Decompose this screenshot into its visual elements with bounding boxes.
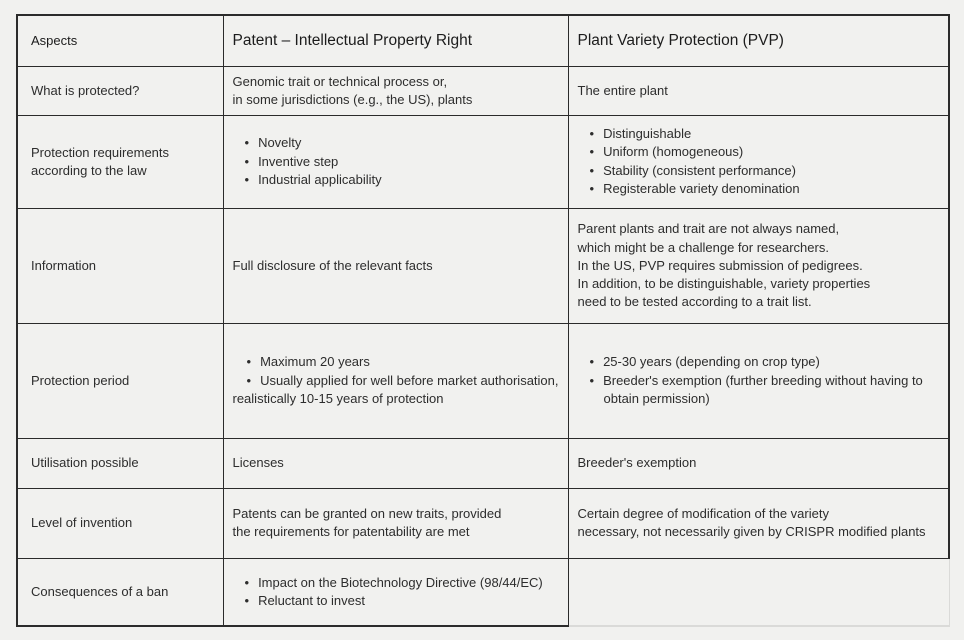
bullet-list (233, 574, 562, 611)
text-line: Parent plants and trait are not always named, (577, 221, 840, 237)
bullet-item: • Breeder's exemption (further breeding without having to obtain permission) (578, 372, 943, 409)
bullet-item: • Impact on the Biotechnology Directive (98/44/EC) (233, 574, 562, 592)
row-utilisation-possible (17, 438, 949, 488)
patent-cell (223, 488, 568, 558)
text-line: necessary, not necessarily given by CRISPR modified plants (577, 524, 926, 540)
bullet-item: • Distinguishable (578, 125, 943, 143)
aspect-label: Level of invention (31, 515, 133, 531)
bullet-item: • Stability (consistent performance) (578, 162, 943, 180)
text-line: which might be a challenge for researchers. (577, 239, 829, 255)
column-header-patent: Patent – Intellectual Property Right (223, 15, 568, 66)
aspect-cell (17, 438, 223, 488)
pvp-cell (568, 66, 949, 115)
text-line: in some jurisdictions (e.g., the US), plants (232, 91, 473, 107)
aspect-cell (17, 66, 223, 115)
aspect-cell (17, 115, 223, 208)
bullet-item: • Industrial applicability (233, 171, 562, 189)
text-line: Patents can be granted on new traits, provided (232, 506, 502, 522)
aspect-cell (17, 323, 223, 438)
bullet-list (578, 125, 943, 199)
text-line: In the US, PVP requires submission of pedigrees. (577, 257, 863, 273)
bullet-item: • 25-30 years (depending on crop type) (578, 353, 943, 371)
aspect-label: Consequences of a ban (31, 584, 169, 600)
bullet-list (233, 353, 562, 408)
bullet-item: • Novelty (233, 134, 562, 152)
patent-cell (223, 438, 568, 488)
pvp-cell (568, 438, 949, 488)
bullet-item: • Usually applied for well before market authorisation, realistically 10-15 years of protection (233, 372, 562, 409)
patent-cell (223, 558, 568, 626)
bullet-item: • Maximum 20 years (233, 353, 562, 371)
row-consequences-of-a-ban (17, 558, 949, 626)
aspect-label: Information (31, 257, 97, 273)
aspect-label: Protection period (31, 372, 130, 388)
pvp-cell (568, 323, 949, 438)
patent-cell (223, 323, 568, 438)
row-protection-period (17, 323, 949, 438)
column-header-aspects: Aspects (17, 15, 223, 66)
patent-cell (223, 208, 568, 323)
aspect-cell (17, 208, 223, 323)
bullet-item: • Inventive step (233, 153, 562, 171)
text-line: Breeder's exemption (577, 455, 697, 471)
patent-vs-pvp-comparison-table (16, 14, 950, 627)
aspect-label: What is protected? (31, 82, 140, 98)
patent-cell (223, 115, 568, 208)
text-line: Full disclosure of the relevant facts (232, 257, 433, 273)
header-row (17, 15, 949, 66)
bullet-list (578, 353, 943, 408)
bullet-item: • Uniform (homogeneous) (578, 143, 943, 161)
text-line: the requirements for patentability are met (232, 524, 470, 540)
aspect-label: Protection requirements (31, 144, 170, 160)
pvp-cell-empty (568, 558, 949, 626)
column-header-pvp: Plant Variety Protection (PVP) (568, 15, 949, 66)
row-information (17, 208, 949, 323)
pvp-cell (568, 488, 949, 558)
row-level-of-invention (17, 488, 949, 558)
bullet-list (233, 134, 562, 189)
text-line: Licenses (232, 455, 284, 471)
row-protection-requirements (17, 115, 949, 208)
aspect-cell (17, 488, 223, 558)
text-line: need to be tested according to a trait list. (577, 294, 812, 310)
aspect-label: according to the law (31, 162, 147, 178)
pvp-cell (568, 208, 949, 323)
bullet-item: • Registerable variety denomination (578, 180, 943, 198)
row-what-is-protected (17, 66, 949, 115)
aspect-cell (17, 558, 223, 626)
text-line: Certain degree of modification of the variety (577, 506, 829, 522)
text-line: The entire plant (577, 82, 668, 98)
text-line: Genomic trait or technical process or, (232, 73, 448, 89)
text-line: In addition, to be distinguishable, variety properties (577, 275, 871, 291)
pvp-cell (568, 115, 949, 208)
patent-cell (223, 66, 568, 115)
bullet-item: • Reluctant to invest (233, 592, 562, 610)
aspect-label: Utilisation possible (31, 455, 139, 471)
